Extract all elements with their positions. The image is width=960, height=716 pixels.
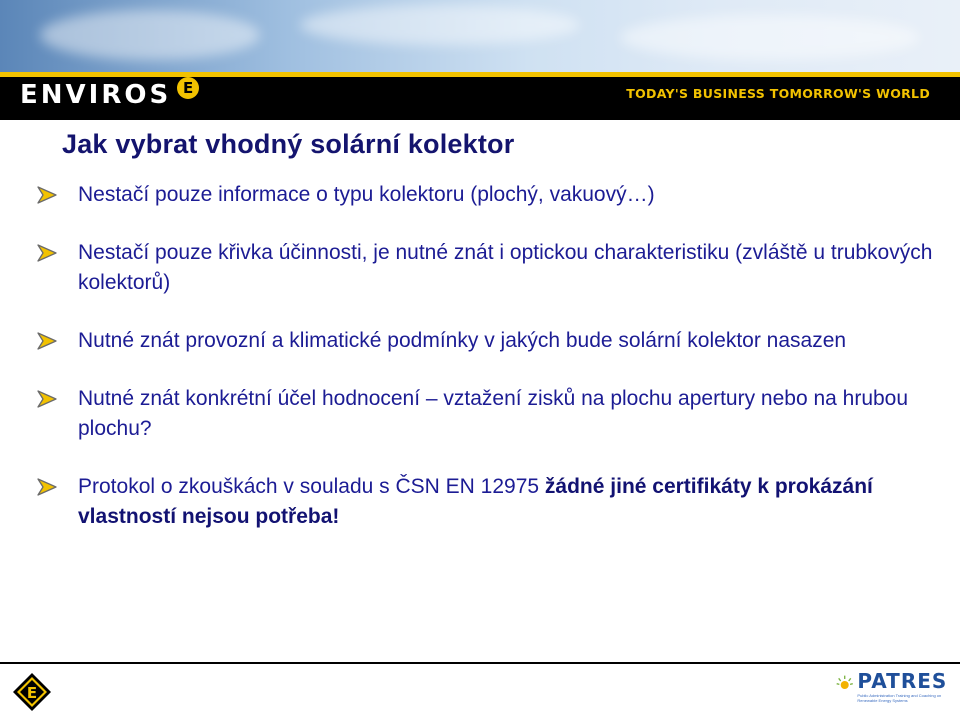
header-tagline: TODAY'S BUSINESS TOMORROW'S WORLD: [626, 86, 930, 101]
bullet-item: [36, 472, 936, 532]
bullet-text: Nutné znát provozní a klimatické podmínky v jakých bude solární kolektor nasazen: [78, 329, 847, 352]
bullet-text-prefix: Protokol o zkouškách v souladu s ČSN EN 12975: [78, 475, 545, 498]
patres-subtitle: Public Administration Training and Coaching on Renewable Energy Systems: [857, 693, 942, 703]
arrow-bullet-icon: [36, 243, 60, 263]
logo-e-icon: E: [177, 77, 199, 99]
header-accent-stripe: [0, 72, 960, 77]
arrow-bullet-icon: [36, 389, 60, 409]
enviros-logo: [20, 79, 199, 110]
patres-text-block: [857, 670, 948, 703]
bullet-item: [36, 238, 936, 298]
patres-logo: [836, 670, 948, 710]
bullet-item: [36, 180, 936, 210]
bullet-text: Nestačí pouze informace o typu kolektoru (plochý, vakuový…): [78, 183, 655, 206]
footer-logo-mark: E: [26, 684, 38, 702]
bullet-item: [36, 326, 936, 356]
slide-title: Jak vybrat vhodný solární kolektor: [62, 129, 515, 159]
arrow-bullet-icon: [36, 477, 60, 497]
bullet-text: Nutné znát konkrétní účel hodnocení – vztažení zisků na plochu apertury nebo na hrubou plochu?: [78, 387, 909, 440]
header-sky-banner: [0, 0, 960, 72]
bullet-text-bold: žádné jiné certifikáty k prokázání vlastností nejsou potřeba!: [78, 475, 873, 528]
logo-text: ENVIROS: [20, 80, 172, 110]
arrow-bullet-icon: [36, 185, 60, 205]
bullet-list: [36, 180, 936, 560]
sun-icon: [836, 670, 853, 696]
bullet-item: [36, 384, 936, 444]
patres-wordmark: PATRES: [857, 669, 948, 693]
arrow-bullet-icon: [36, 331, 60, 351]
enviros-diamond-icon: [12, 672, 52, 712]
bullet-text: Nestačí pouze křivka účinnosti, je nutné znát i optickou charakteristiku (zvláště u trubkových kolektorů): [78, 241, 933, 294]
footer-divider: [0, 662, 960, 664]
